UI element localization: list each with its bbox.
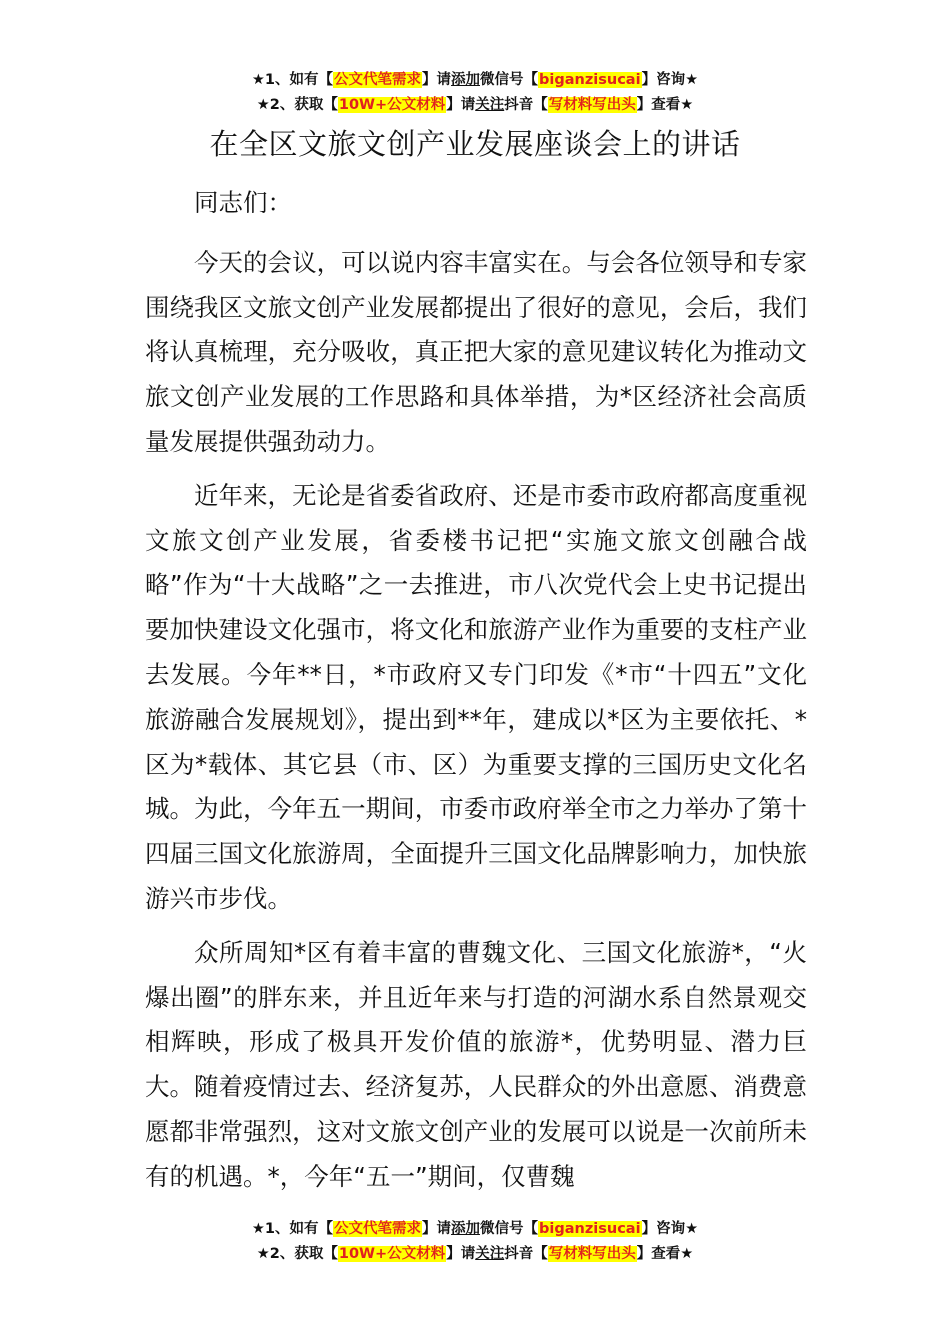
banner-highlight: 写材料写出头	[548, 1246, 636, 1262]
banner-highlight: 10W+公文材料	[338, 97, 446, 113]
banner-text: 】请	[422, 1221, 452, 1237]
footer-banner	[0, 1217, 950, 1267]
greeting: 同志们：	[194, 188, 292, 217]
banner-text: ★2、获取【	[256, 97, 338, 113]
banner-line-1	[0, 68, 950, 93]
banner-text: 】查看★	[636, 1246, 694, 1262]
banner-text: 】请	[446, 1246, 476, 1262]
banner-highlight: biganzisucai	[539, 72, 641, 88]
document-title: 在全区文旅文创产业发展座谈会上的讲话	[209, 127, 741, 161]
banner-text: 微信号【	[480, 1221, 539, 1237]
banner-highlight: 公文代笔需求	[334, 72, 422, 88]
paragraph: 今天的会议，可以说内容丰富实在。与会各位领导和专家围绕我区文旅文创产业发展都提出了很好的意见，会后，我们将认真梳理，充分吸收，真正把大家的意见建议转化为推动文旅文创产业发展的工作思路和具体举措，为*区经济社会高质量发展提供强劲动力。	[145, 247, 807, 456]
header-banner	[0, 68, 950, 118]
banner-text: 】咨询★	[641, 1221, 699, 1237]
paragraph: 近年来，无论是省委省政府、还是市委市政府都高度重视文旅文创产业发展，省委楼书记把“实施文旅文创融合战略”作为“十大战略”之一去推进，市八次党代会上史书记提出要加快建设文化强市，将文化和旅游产业作为重要的支柱产业去发展。今年**日，*市政府又专门印发《*市“十四五”文化旅游融合发展规划》，提出到**年，建成以*区为主要依托、*区为*载体、其它县（市、区）为重要支撑的三国历史文化名城。为此，今年五一期间，市委市政府举全市之力举办了第十四届三国文化旅游周，全面提升三国文化品牌影响力，加快旅游兴市步伐。	[145, 480, 807, 913]
banner-highlight: biganzisucai	[539, 1221, 641, 1237]
banner-line-2	[0, 1242, 950, 1267]
banner-highlight: 10W+公文材料	[338, 1246, 446, 1262]
banner-highlight: 公文代笔需求	[334, 1221, 422, 1237]
paragraph: 众所周知*区有着丰富的曹魏文化、三国文化旅游*，“火爆出圈”的胖东来，并且近年来与打造的河湖水系自然景观交相辉映，形成了极具开发价值的旅游*，优势明显、潜力巨大。随着疫情过去、经济复苏，人民群众的外出意愿、消费意愿都非常强烈，这对文旅文创产业的发展可以说是一次前所未有的机遇。*，今年“五一”期间，仅曹魏	[145, 937, 807, 1191]
banner-text: 抖音【	[504, 97, 548, 113]
banner-line-1	[0, 1217, 950, 1242]
banner-underline: 添加	[451, 72, 481, 88]
banner-text: 】咨询★	[641, 72, 699, 88]
banner-text: 抖音【	[504, 1246, 548, 1262]
banner-underline: 关注	[475, 1246, 505, 1262]
banner-text: 】请	[446, 97, 476, 113]
banner-text: ★2、获取【	[256, 1246, 338, 1262]
banner-underline: 关注	[475, 97, 505, 113]
document-body	[145, 181, 807, 1200]
banner-text: 微信号【	[480, 72, 539, 88]
banner-underline: 添加	[451, 1221, 481, 1237]
banner-line-2	[0, 93, 950, 118]
banner-highlight: 写材料写出头	[548, 97, 636, 113]
banner-text: 】查看★	[636, 97, 694, 113]
banner-text: 】请	[422, 72, 452, 88]
banner-text: ★1、如有【	[251, 72, 334, 88]
banner-text: ★1、如有【	[251, 1221, 334, 1237]
